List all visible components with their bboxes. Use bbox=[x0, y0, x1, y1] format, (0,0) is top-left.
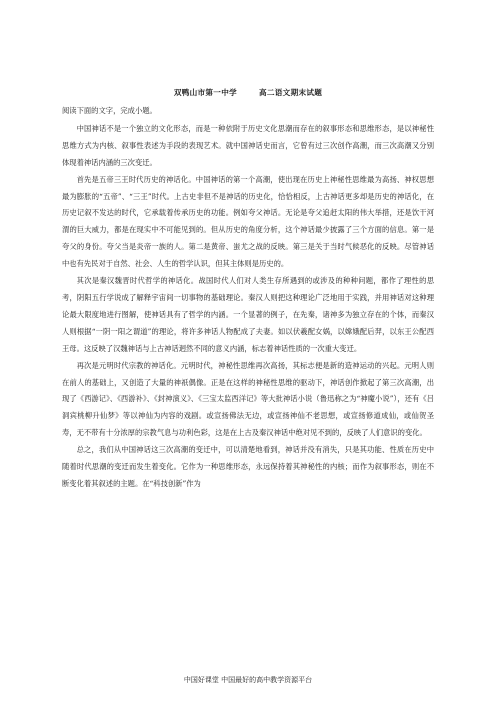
instruction-text: 阅读下面的文字，完成小题。 bbox=[62, 106, 157, 115]
exam-name: 高二语文期末试题 bbox=[259, 88, 323, 97]
paragraph-3: 其次是秦汉魏晋时代哲学的神话化。战国时代人们对人类生存所遇到的或涉及的种种问题，都作了理性的思考，阴阳五行学说成了解释宇宙间一切事物的基础理论。秦汉人则把这种理论广泛地用于实践，并用神话对这种理论最大限度地进行图解，使神话具有了哲学的内涵。一个显著的例子，在先秦，诸神多为独立存在的个体，而秦汉人则根据“一阴一阳之谓道”的理论，将许多神话人物配成了夫妻。如以伏羲配女娲，以嫦娥配后羿，以东王公配西王母。这反映了汉魏神话与上古神话迥然不同的意义内涵，标志着神话性质的一次重大变迁。 bbox=[62, 276, 434, 353]
page-footer: 中国好课堂 中国最好的高中教学资源平台 bbox=[183, 676, 313, 684]
school-name: 双鸭山市第一中学 bbox=[173, 88, 237, 97]
exam-title bbox=[0, 87, 496, 98]
paragraph-5: 总之，我们从中国神话这三次高潮的变迁中，可以清楚地看到，神话并没有消失，只是其功能、性质在历史中随着时代思潮的变迁而发生着变化。它作为一种思维形态，永远保持着其神秘性的内核；而作为叙事形态，则在不断变化着其叙述的主题。在“科技创新”作为 bbox=[62, 445, 434, 488]
paragraph-1: 中国神话不是一个独立的文化形态，而是一种依附于历史文化思潮而存在的叙事形态和思维形态，是以神秘性思维方式为内核、叙事性表述为手段的表现艺术。就中国神话史而言，它曾有过三次创作高潮，而三次高潮又分别体现着神话内涵的三次变迁。 bbox=[62, 123, 434, 167]
reading-passage bbox=[62, 103, 434, 493]
paragraph-2: 首先是五帝三王时代历史的神话化。中国神话的第一个高潮，使出现在历史上神秘性思维最为高扬、神权思想最为膨胀的“五帝”、“三王”时代。上古史非但不是神话的历史化，恰恰相反，上古神话更多却是历史的神话化，在历史记叙不发达的时代，它承载着传承历史的功能。例如夸父神话。无论是夸父追赶太阳的伟大举措，还是饮干河渭的巨大威力，都是在现实中不可能见到的。但从历史的角度分析，这个神话最少披露了三个方面的信息。第一是夸父的身份。夸父当是炎帝一族的人。第二是黄帝、蚩尤之战的反映。第三是关于当时气候恶化的反映。尽管神话中也有先民对于自然、社会、人生的哲学认识，但其主体则是历史的。 bbox=[62, 174, 434, 269]
paragraph-4: 再次是元明时代宗教的神话化。元明时代，神秘性思维再次高扬，其标志便是新的造神运动的兴起。元明人则在前人的基础上，又创造了大量的神祇偶像。正是在这样的神秘性思维的驱动下，神话创作掀起了第三次高潮，出现了《西游记》、《西游补》、《封神演义》、《三宝太监西洋记》等大批神话小说（鲁迅称之为“神魔小说”），还有《吕洞宾桃柳升仙梦》等以神仙为内容的戏剧。或宣扬佛法无边，或宣扬神仙不老思想，或宣扬修道成仙，或仙贺圣寿，无不带有十分浓厚的宗教气息与功利色彩，这是在上古及秦汉神话中绝对见不到的，反映了人们意识的变化。 bbox=[62, 360, 434, 438]
